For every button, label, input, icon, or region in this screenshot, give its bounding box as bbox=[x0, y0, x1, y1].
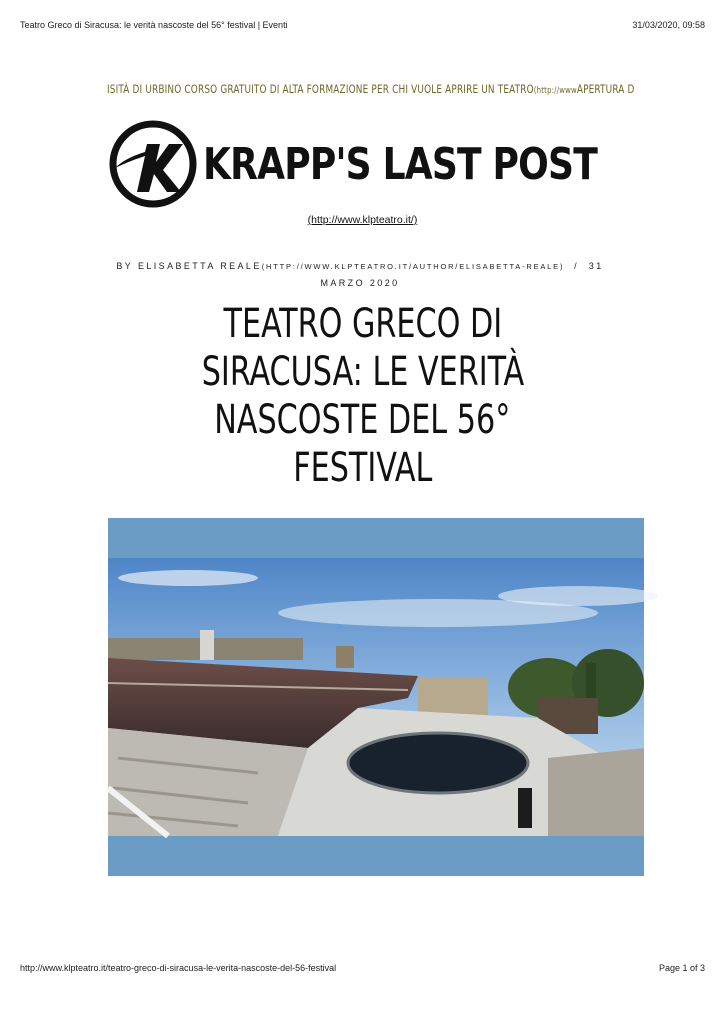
byline-separator: / bbox=[574, 261, 579, 271]
print-footer bbox=[20, 963, 705, 973]
logo-text: KRAPP'S LAST POST bbox=[203, 138, 597, 190]
title-line-2: SIRACUSA: LE VERITÀ bbox=[201, 349, 524, 395]
featured-image-frame bbox=[108, 518, 644, 876]
print-header-title: Teatro Greco di Siracusa: le verità nascoste del 56° festival | Eventi bbox=[20, 20, 288, 30]
site-logo[interactable] bbox=[107, 116, 615, 212]
print-header-datetime: 31/03/2020, 09:58 bbox=[632, 20, 705, 30]
print-footer-url: http://www.klpteatro.it/teatro-greco-di-siracusa-le-verita-nascoste-del-56-festival bbox=[20, 963, 337, 973]
krapp-logo-icon bbox=[107, 118, 195, 210]
publish-date: 31 MARZO 2020 bbox=[320, 261, 604, 288]
byline bbox=[110, 258, 610, 291]
theatre-panorama-image bbox=[108, 558, 644, 836]
title-line-3: NASCOSTE DEL 56° bbox=[214, 397, 511, 443]
ticker-item[interactable]: ISITÀ DI URBINO CORSO GRATUITO DI ALTA FORMAZIONE PER CHI VUOLE APRIRE UN TEATRO bbox=[107, 82, 534, 96]
ticker-link[interactable]: (http://www bbox=[533, 86, 577, 96]
author-url[interactable]: (HTTP://WWW.KLPTEATRO.IT/AUTHOR/ELISABETTA-REALE) bbox=[261, 262, 565, 271]
page-number: Page 1 of 3 bbox=[658, 963, 705, 973]
site-link[interactable]: (http://www.klpteatro.it/) bbox=[307, 214, 418, 226]
news-ticker[interactable] bbox=[107, 82, 635, 96]
byline-by: BY bbox=[116, 261, 134, 271]
article-title bbox=[140, 300, 585, 492]
title-line-1: TEATRO GRECO DI bbox=[223, 301, 502, 347]
ticker-item-next[interactable]: APERTURA D bbox=[576, 82, 635, 96]
print-header bbox=[20, 20, 705, 30]
title-line-4: FESTIVAL bbox=[292, 445, 433, 491]
author-link[interactable]: ELISABETTA REALE bbox=[137, 261, 262, 271]
